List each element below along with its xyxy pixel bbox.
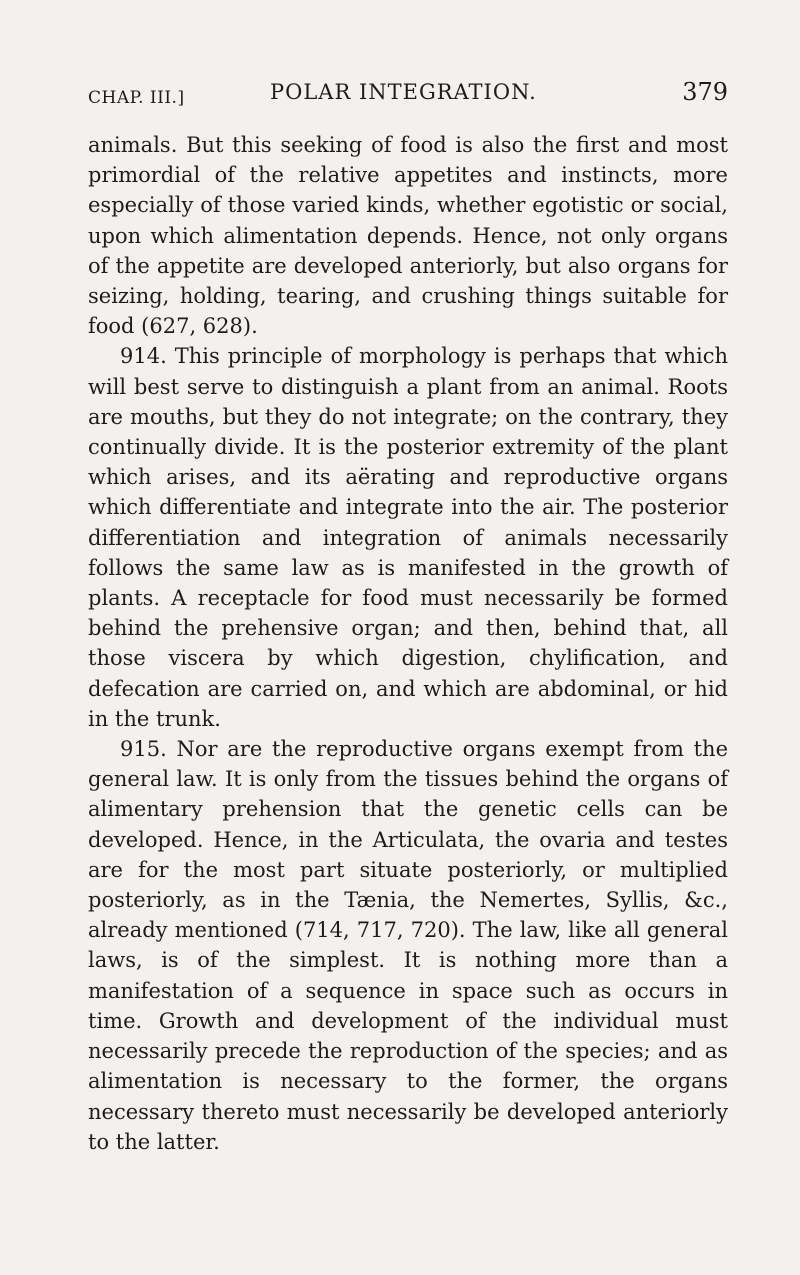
paragraph-914: 914. This principle of morphology is perhaps that which will best serve to distinguish a plant from an animal. Roots are mouths, but they do not integrate; on the contrary, they continually divide. It is the posterior extremity of the plant which arises, and its aërating and reproductive organs which differentiate and integrate into the air. The posterior differentiation and integration of animals necessarily follows the same law as is manifested in the growth of plants. A receptacle for food must necessarily be formed behind the prehensive organ; and then, behind that, all those viscera by which digestion, chylification, and defecation are carried on, and which are abdominal, or hid in the trunk. [88, 344, 728, 731]
running-title: POLAR INTEGRATION. [270, 80, 537, 104]
page-header [88, 78, 728, 118]
paragraph-continuation: animals. But this seeking of food is also the first and most primordial of the relative appetites and instincts, more especially of those varied kinds, whether egotistic or social, upon which alimentation depends. Hence, not only organs of the appetite are developed anteriorly, but also organs for seizing, holding, tearing, and crushing things suitable for food (627, 628). [88, 133, 728, 339]
body-text [88, 130, 728, 1157]
chapter-label: CHAP. III.] [88, 88, 185, 108]
page-number: 379 [682, 78, 728, 106]
paragraph-915: 915. Nor are the reproductive organs exempt from the general law. It is only from the tissues behind the organs of alimentary prehension that the genetic cells can be developed. Hence, in the Articulata, the ovaria and testes are for the most part situate posteriorly, or multiplied posteriorly, as in the Tænia, the Nemertes, Syllis, &c., already mentioned (714, 717, 720). The law, like all general laws, is of the simplest. It is nothing more than a manifestation of a sequence in space such as occurs in time. Growth and development of the individual must necessarily precede the reproduction of the species; and as alimentation is necessary to the former, the organs necessary thereto must necessarily be developed anteriorly to the latter. [88, 737, 728, 1154]
